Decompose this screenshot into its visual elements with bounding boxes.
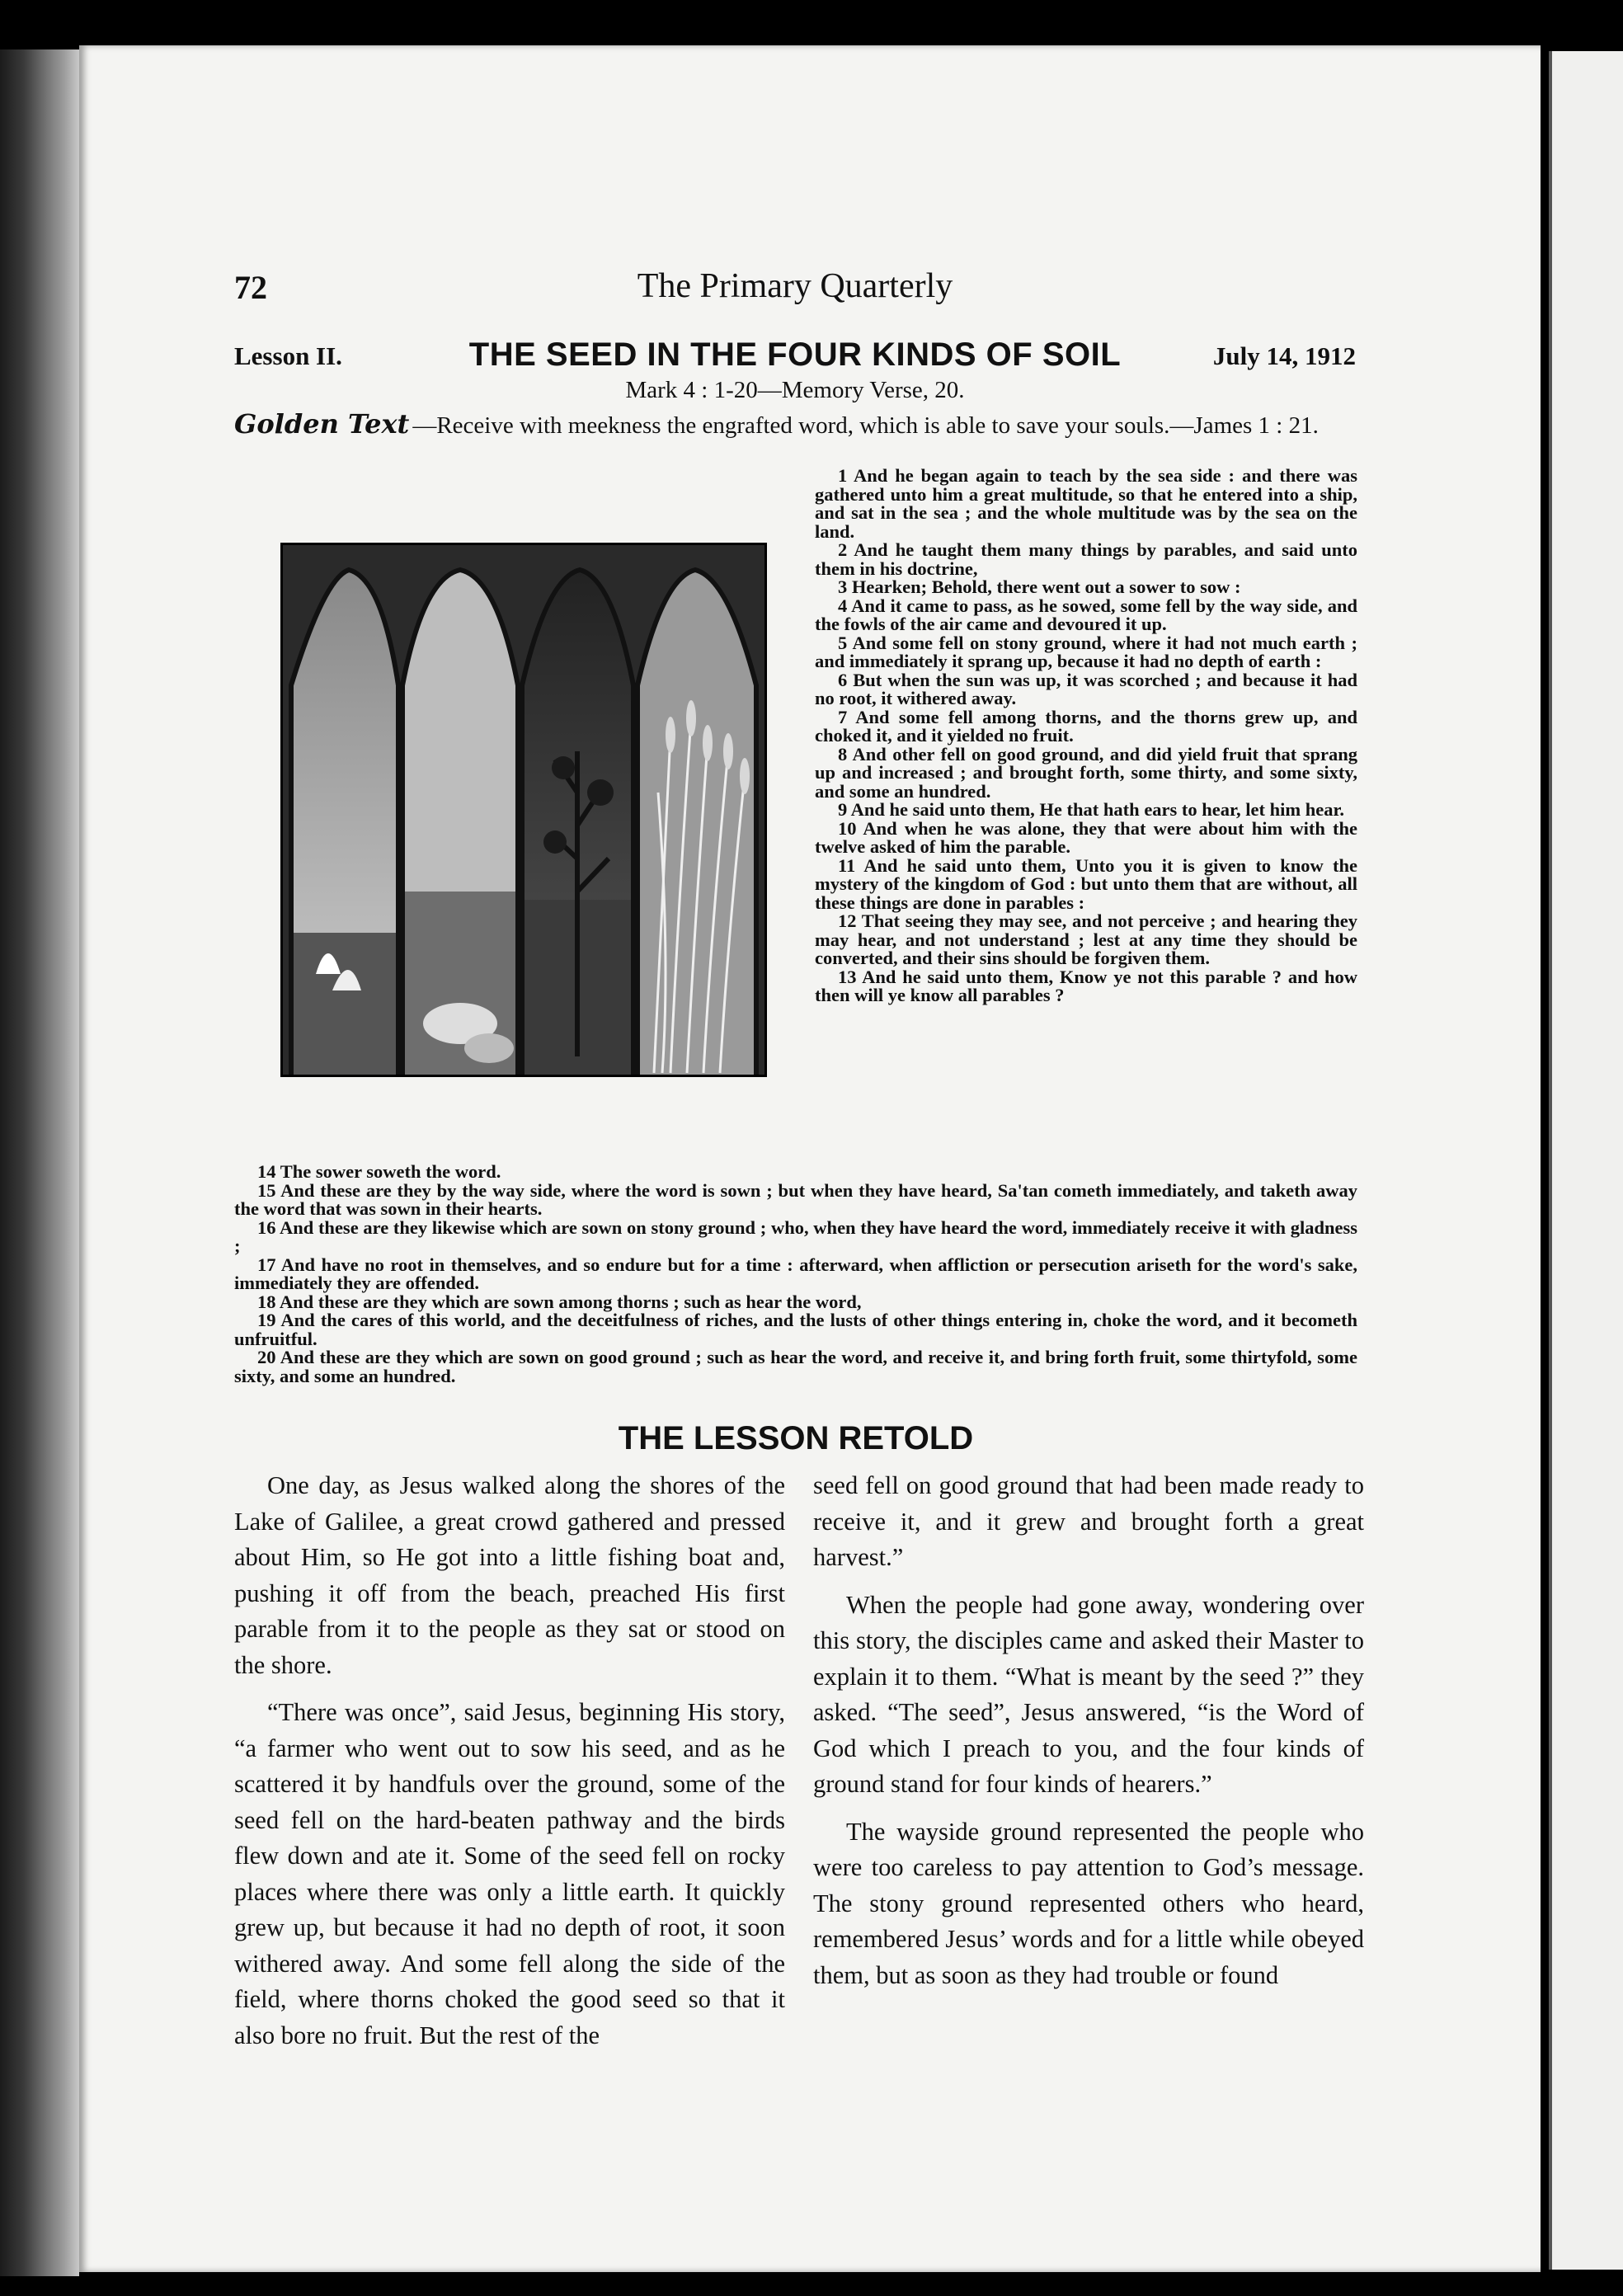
verse: 9 And he said unto them, He that hath ears to hear, let him hear. <box>838 799 1344 820</box>
verse: 2 And he taught them many things by parables, and said unto them in his doctrine, <box>815 539 1357 579</box>
paragraph: When the people had gone away, wondering over this story, the disciples came and asked their Master to explain it to them. “What is meant by the seed ?” they asked. “The seed”, Jesus answered, “is the Word of God which I preach to you, and the four kinds of ground stand for four kinds of hearers.” <box>813 1590 1364 1798</box>
paragraph: One day, as Jesus walked along the shores of the Lake of Galilee, a great crowd gathered and pressed about Him, so He got into a little fishing boat and, pushing it off from the beach, preached His first parable from it to the people as they sat or stood on the shore. <box>234 1471 785 1679</box>
paragraph: “There was once”, said Jesus, beginning His story, “a farmer who went out to sow his seed, and as he scattered it by handfuls over the ground, some of the seed fell on the hard-beaten pathway and the birds flew down and ate it. Some of the seed fell on rocky places where there was only a little earth. It quickly grew up, but because it had no depth of root, it soon withered away. And some fell along the side of the field, where thorns choked the good seed so that it also bore no fruit. But the rest of the <box>234 1698 785 2049</box>
book-edge-left <box>0 49 79 2276</box>
verse: 8 And other fell on good ground, and did yield fruit that sprang up and increased ; and brought forth, some thirty, and some sixty, and some an hundred. <box>815 743 1357 802</box>
retold-right-column <box>813 1468 1364 2005</box>
lesson-title: THE SEED IN THE FOUR KINDS OF SOIL <box>468 336 1122 373</box>
parable-illustration <box>280 543 767 1077</box>
golden-text-label: Golden Text <box>234 408 410 440</box>
verse: 15 And these are they by the way side, where the word is sown ; but when they have heard, Sa'tan cometh immediately, and taketh away the word that was sown in their hearts. <box>234 1179 1357 1219</box>
verse: 1 And he began again to teach by the sea side : and there was gathered unto him a great multitude, so that he entered into a ship, and sat in the sea ; and the whole multitude was by the sea on the land. <box>815 465 1357 542</box>
verse: 6 But when the sun was up, it was scorched ; and because it had no root, it withered away. <box>815 669 1357 708</box>
lesson-number: Lesson II. <box>234 341 342 370</box>
verse: 10 And when he was alone, they that were about him with the twelve asked of him the parable. <box>815 817 1357 857</box>
scripture-verses-14-20 <box>234 1163 1357 1386</box>
verse: 11 And he said unto them, Unto you it is given to know the mystery of the kingdom of God : but unto them that are without, all these things are done in parables : <box>815 854 1357 913</box>
paragraph: seed fell on good ground that had been made ready to receive it, and it grew and brought forth a great harvest.” <box>813 1471 1364 1571</box>
scripture-reference: Mark 4 : 1-20—Memory Verse, 20. <box>625 377 965 403</box>
verse: 13 And he said unto them, Know ye not this parable ? and how then will ye know all parables ? <box>815 966 1357 1005</box>
verse: 5 And some fell on stony ground, where it had not much earth ; and immediately it sprang up, because it had no depth of earth : <box>815 632 1357 671</box>
verse: 16 And these are they likewise which are sown on stony ground ; who, when they have heard the word, immediately receive it with gladness ; <box>234 1216 1357 1256</box>
verse: 12 That seeing they may see, and not perceive ; and hearing they may hear, and not understand ; lest at any time they should be converted, and their sins should be forgiven them. <box>815 910 1357 968</box>
lesson-date: July 14, 1912 <box>1212 341 1356 370</box>
verse: 19 And the cares of this world, and the deceitfulness of riches, and the lusts of other things entering in, choke the word, and it becometh unfruitful. <box>234 1310 1357 1349</box>
golden-text <box>234 408 1356 440</box>
verse: 14 The sower soweth the word. <box>257 1161 501 1182</box>
golden-text-body: —Receive with meekness the engrafted word, which is able to save your souls.—James 1 : 21. <box>412 412 1319 439</box>
verse: 20 And these are they which are sown on good ground ; such as hear the word, and receive it, and bring forth fruit, some thirtyfold, some sixty, and some an hundred. <box>234 1347 1357 1386</box>
page-number: 72 <box>234 269 267 306</box>
verse: 4 And it came to pass, as he sowed, some fell by the way side, and the fowls of the air came and devoured it up. <box>815 595 1357 634</box>
running-title: The Primary Quarterly <box>637 267 953 305</box>
page-header <box>234 268 1356 318</box>
facing-page-edge <box>1549 51 1623 2270</box>
verse: 17 And have no root in themselves, and so endure but for a time : afterward, when affliction or persecution ariseth for the word's sake, immediately they are offended. <box>234 1254 1357 1293</box>
paragraph: The wayside ground represented the people who were too careless to pay attention to God’s message. The stony ground represented others who heard, remembered Jesus’ words and for a little while obeyed them, but as soon as they had trouble or found <box>813 1817 1364 1989</box>
section-heading-lesson-retold: THE LESSON RETOLD <box>618 1420 974 1456</box>
verse: 7 And some fell among thorns, and the thorns grew up, and choked it, and it yielded no fruit. <box>815 706 1357 746</box>
verse: 18 And these are they which are sown among thorns ; such as hear the word, <box>257 1291 862 1312</box>
four-arched-windows-soils-illustration-icon <box>283 545 764 1075</box>
lesson-title-line <box>234 336 1356 378</box>
scripture-verses-1-13 <box>815 467 1357 1005</box>
verse: 3 Hearken; Behold, there went out a sower to sow : <box>838 576 1241 597</box>
retold-left-column <box>234 1468 785 2065</box>
